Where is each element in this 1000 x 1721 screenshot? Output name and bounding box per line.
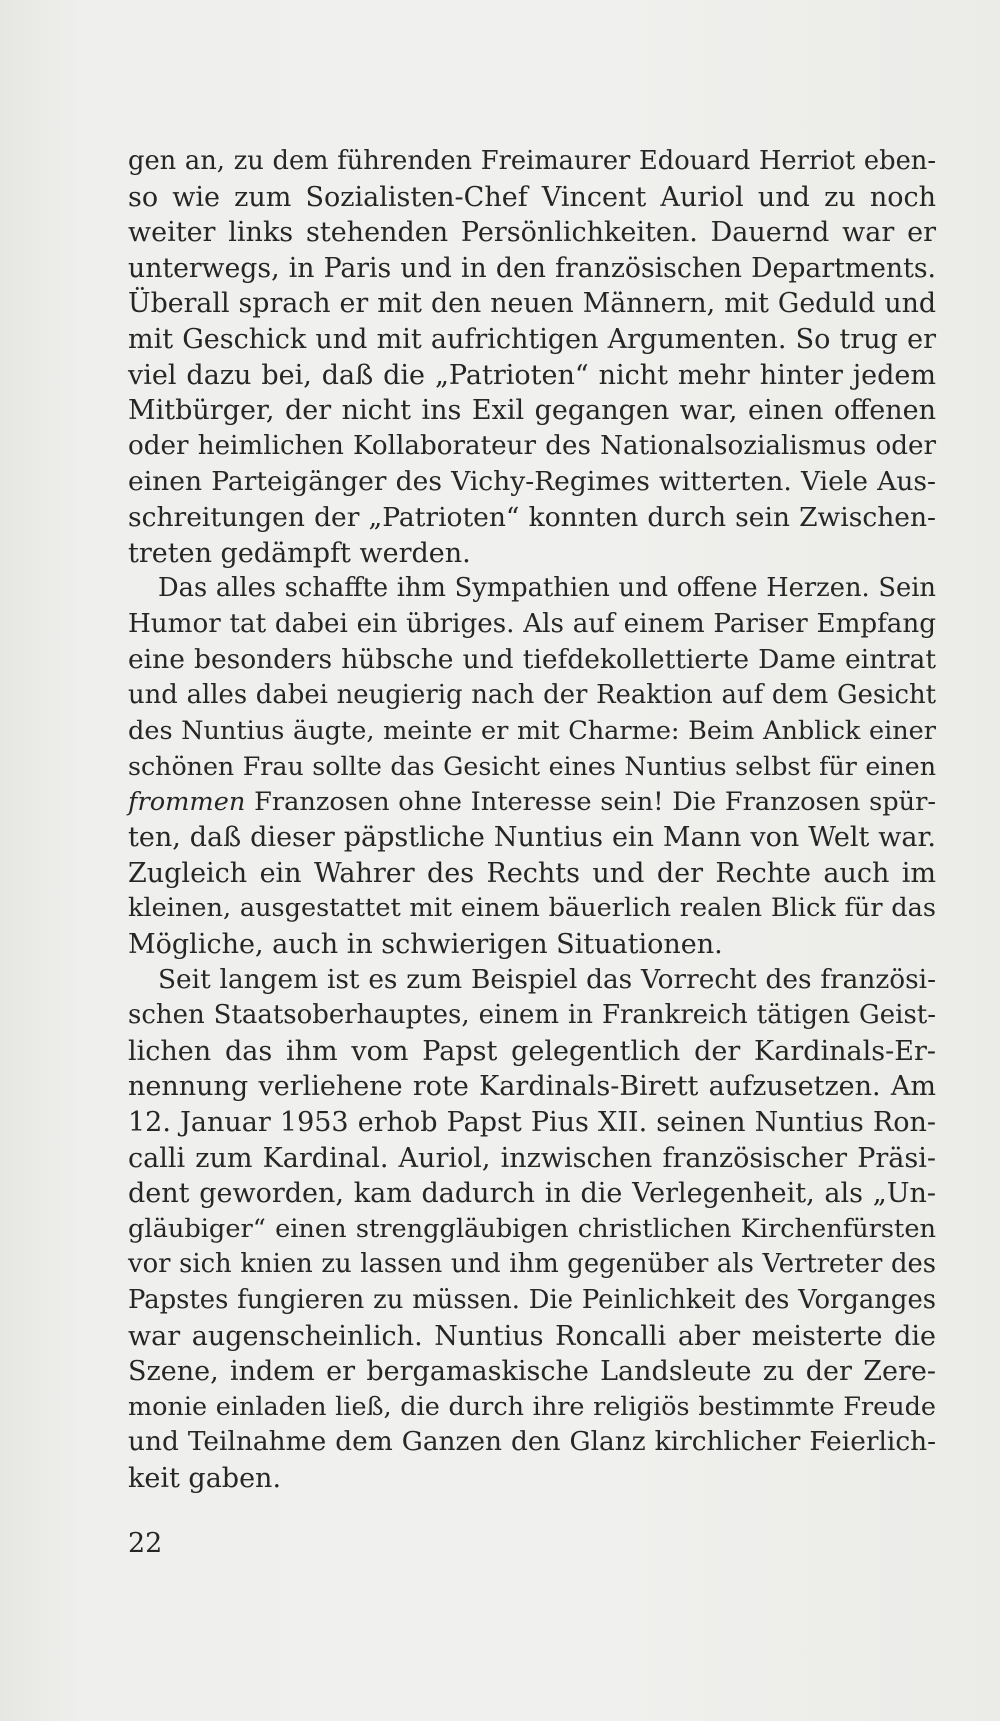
body-text: [128, 144, 936, 1497]
text-line: unterwegs, in Paris und in den französischen Departments.: [128, 252, 936, 284]
text-line: Mögliche, auch in schwierigen Situationen.: [128, 929, 723, 961]
text-line: Mitbürger, der nicht ins Exil gegangen war, einen offenen: [128, 395, 936, 427]
text-line: und alles dabei neugierig nach der Reaktion auf dem Gesicht: [128, 679, 936, 710]
text-line: Humor tat dabei ein übriges. Als auf einem Pariser Empfang: [128, 608, 936, 639]
text-line: war augenscheinlich. Nuntius Roncalli aber meisterte die: [128, 1320, 936, 1352]
text-line: keit gaben.: [128, 1462, 282, 1494]
text-line: Überall sprach er mit den neuen Männern, mit Geduld und: [128, 288, 936, 320]
page-number: 22: [128, 1528, 163, 1559]
text-line: schreitungen der „Patrioten“ konnten durch sein Zwischen-: [128, 501, 936, 533]
text-line: eine besonders hübsche und tiefdekollettierte Dame eintrat: [128, 644, 936, 676]
text-line: monie einladen ließ, die durch ihre religiös bestimmte Freude: [128, 1391, 936, 1422]
text-line: Das alles schaffte ihm Sympathien und offene Herzen. Sein: [158, 573, 936, 604]
paragraph-3: [128, 963, 936, 1497]
paragraph-2: [128, 571, 936, 963]
text-line: mit Geschick und mit aufrichtigen Argumenten. So trug er: [128, 323, 936, 355]
text-line: des Nuntius äugte, meinte er mit Charme: Beim Anblick einer: [128, 715, 936, 746]
text-line: gläubiger“ einen strenggläubigen christlichen Kirchenfürsten: [128, 1213, 936, 1244]
text-line: ten, daß dieser päpstliche Nuntius ein Mann von Welt war.: [128, 822, 936, 854]
text-line-rest: Franzosen ohne Interesse sein! Die Franzosen spür-: [245, 786, 936, 817]
text-line: schönen Frau sollte das Gesicht eines Nuntius selbst für einen: [128, 752, 936, 782]
text-line: 12. Januar 1953 erhob Papst Pius XII. seinen Nuntius Ron-: [128, 1107, 936, 1139]
text-line: [128, 785, 936, 821]
text-line: Szene, indem er bergamaskische Landsleute zu der Zere-: [128, 1356, 936, 1388]
text-line: dent geworden, kam dadurch in die Verlegenheit, als „Un-: [128, 1178, 936, 1210]
text-line: treten gedämpft werden.: [128, 537, 471, 569]
paragraph-1: [128, 144, 936, 571]
text-line: schen Staatsoberhauptes, einem in Frankreich tätigen Geist-: [128, 1000, 936, 1031]
text-line: vor sich knien zu lassen und ihm gegenüber als Vertreter des: [128, 1249, 936, 1280]
text-line: viel dazu bei, daß die „Patrioten“ nicht mehr hinter jedem: [128, 359, 936, 391]
italic-word: frommen: [128, 786, 246, 817]
text-line: und Teilnahme dem Ganzen den Glanz kirchlicher Feierlich-: [128, 1427, 936, 1458]
text-line: kleinen, ausgestattet mit einem bäuerlich realen Blick für das: [128, 893, 936, 924]
text-line: oder heimlichen Kollaborateur des Nationalsozialismus oder: [128, 430, 936, 461]
text-line: gen an, zu dem führenden Freimaurer Edouard Herriot eben-: [128, 146, 936, 176]
text-line: einen Parteigänger des Vichy-Regimes witterten. Viele Aus-: [128, 466, 936, 498]
text-line: calli zum Kardinal. Auriol, inzwischen französischer Präsi-: [128, 1142, 936, 1174]
text-line: Seit langem ist es zum Beispiel das Vorrecht des französi-: [158, 964, 936, 995]
text-line: so wie zum Sozialisten-Chef Vincent Auriol und zu noch: [128, 181, 936, 213]
text-line: weiter links stehenden Persönlichkeiten. Dauernd war er: [128, 217, 936, 249]
text-line: Papstes fungieren zu müssen. Die Peinlichkeit des Vorganges: [128, 1285, 936, 1315]
text-line: Zugleich ein Wahrer des Rechts und der Rechte auch im: [128, 857, 936, 889]
text-line: lichen das ihm vom Papst gelegentlich der Kardinals-Er-: [128, 1035, 936, 1067]
text-line: nennung verliehene rote Kardinals-Birett aufzusetzen. Am: [128, 1071, 936, 1103]
